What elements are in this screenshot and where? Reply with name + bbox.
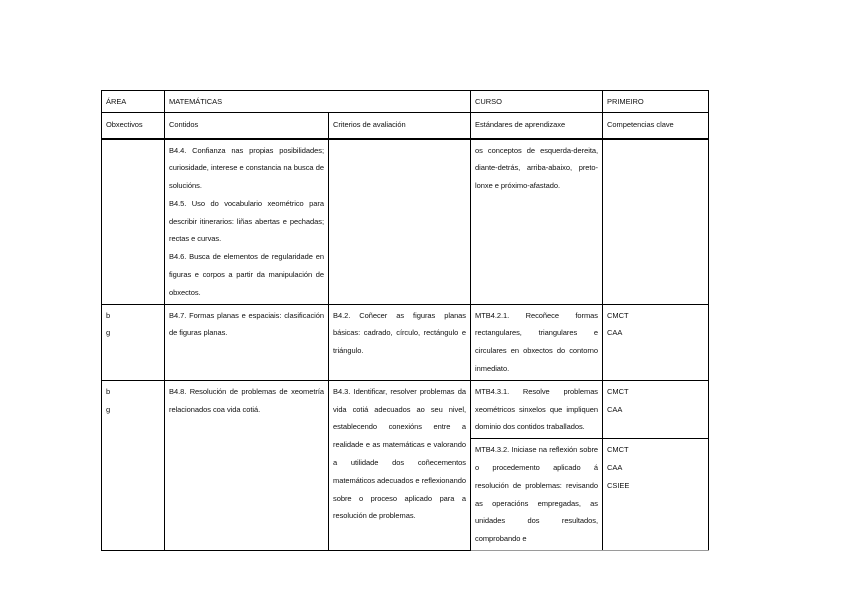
cell-criterios-row3 [329,380,471,550]
criterio-b4-2: B4.2. Coñecer as figuras planas básicas: cadrado, círculo, rectángulo e triángulo. [333,310,467,356]
header-curso-value: PRIMEIRO [603,91,709,113]
competencia-tag: CAA [607,463,623,473]
estandar-continuation: os conceptos de esquerda-dereita, diante-detrás, arriba-abaixo, preto-lonxe e próximo-afastado. [475,145,599,191]
cell-competencias-row2 [603,304,709,380]
cell-estandares-row1 [471,139,603,305]
cell-obxectivos-row3 [102,380,165,550]
contido-b4-6: B4.6. Busca de elementos de regularidade en figuras e corpos a partir da manipulación de obxectos. [169,252,324,297]
competencia-tag: CAA [607,328,623,338]
header-area-value: MATEMÁTICAS [165,91,471,113]
competencia-tag: CAA [607,404,623,414]
competencia-tag: CSIEE [607,480,630,490]
curriculum-table [101,90,709,551]
competencia-tag: CMCT [607,445,629,455]
contido-b4-7: B4.7. Formas planas e espaciais: clasificación de figuras planas. [169,310,324,338]
cell-estandares-row3a [471,380,603,438]
header-row-area [102,91,709,113]
column-header-criterios: Criterios de avaliación [329,113,471,139]
header-area-label: ÁREA [102,91,165,113]
column-header-obxectivos: Obxectivos [102,113,165,139]
cell-contidos-row2 [165,304,329,380]
table-row [102,380,709,438]
cell-criterios-row1-empty [329,139,471,305]
cell-criterios-row2 [329,304,471,380]
obxectivo-letter: b [106,310,111,320]
obxectivo-letter: g [106,328,111,338]
cell-obxectivos-row1-empty [102,139,165,305]
obxectivo-letter: b [106,386,111,396]
cell-contidos-row3 [165,380,329,550]
competencia-tag: CMCT [607,386,629,396]
column-header-contidos: Contidos [165,113,329,139]
cell-competencias-row3a [603,380,709,438]
competencia-tag: CMCT [607,310,629,320]
header-row-columns [102,113,709,139]
cell-estandares-row2 [471,304,603,380]
header-curso-label: CURSO [471,91,603,113]
contido-b4-8: B4.8. Resolución de problemas de xeometría relacionados coa vida cotiá. [169,386,324,414]
estandar-mtb4-3-2: MTB4.3.2. Iniciase na reflexión sobre o procedemento aplicado á resolución de problemas: revisando as operacións empregadas, as unidades dos resultados, comprobando e [475,445,599,544]
contido-b4-4: B4.4. Confianza nas propias posibilidades; curiosidade, interese e constancia na busca de solucións. [169,145,324,191]
cell-competencias-row1-empty [603,139,709,305]
column-header-competencias: Competencias clave [603,113,709,139]
contido-b4-5: B4.5. Uso do vocabulario xeométrico para describir itinerarios: liñas abertas e pechadas; rectas e curvas. [169,198,324,244]
table-row [102,139,709,305]
cell-obxectivos-row2 [102,304,165,380]
column-header-estandares: Estándares de aprendizaxe [471,113,603,139]
obxectivo-letter: g [106,404,111,414]
criterio-b4-3: B4.3. Identificar, resolver problemas da vida cotiá adecuados ao seu nivel, establecendo conexións entre a realidade e as matemáticas e valorando a utilidade dos coñecementos matemáticos adecuados e reflexionando sobre o proceso aplicado para a resolución de problemas. [333,386,467,521]
estandar-mtb4-3-1: MTB4.3.1. Resolve problemas xeométricos sinxelos que impliquen dominio dos contidos traballados. [475,386,599,432]
cell-contidos-row1 [165,139,329,305]
cell-estandares-row3b [471,439,603,551]
cell-competencias-row3b [603,439,709,551]
estandar-mtb4-2-1: MTB4.2.1. Recoñece formas rectangulares, triangulares e circulares en obxectos do contorno inmediato. [475,310,599,374]
table-row [102,304,709,380]
